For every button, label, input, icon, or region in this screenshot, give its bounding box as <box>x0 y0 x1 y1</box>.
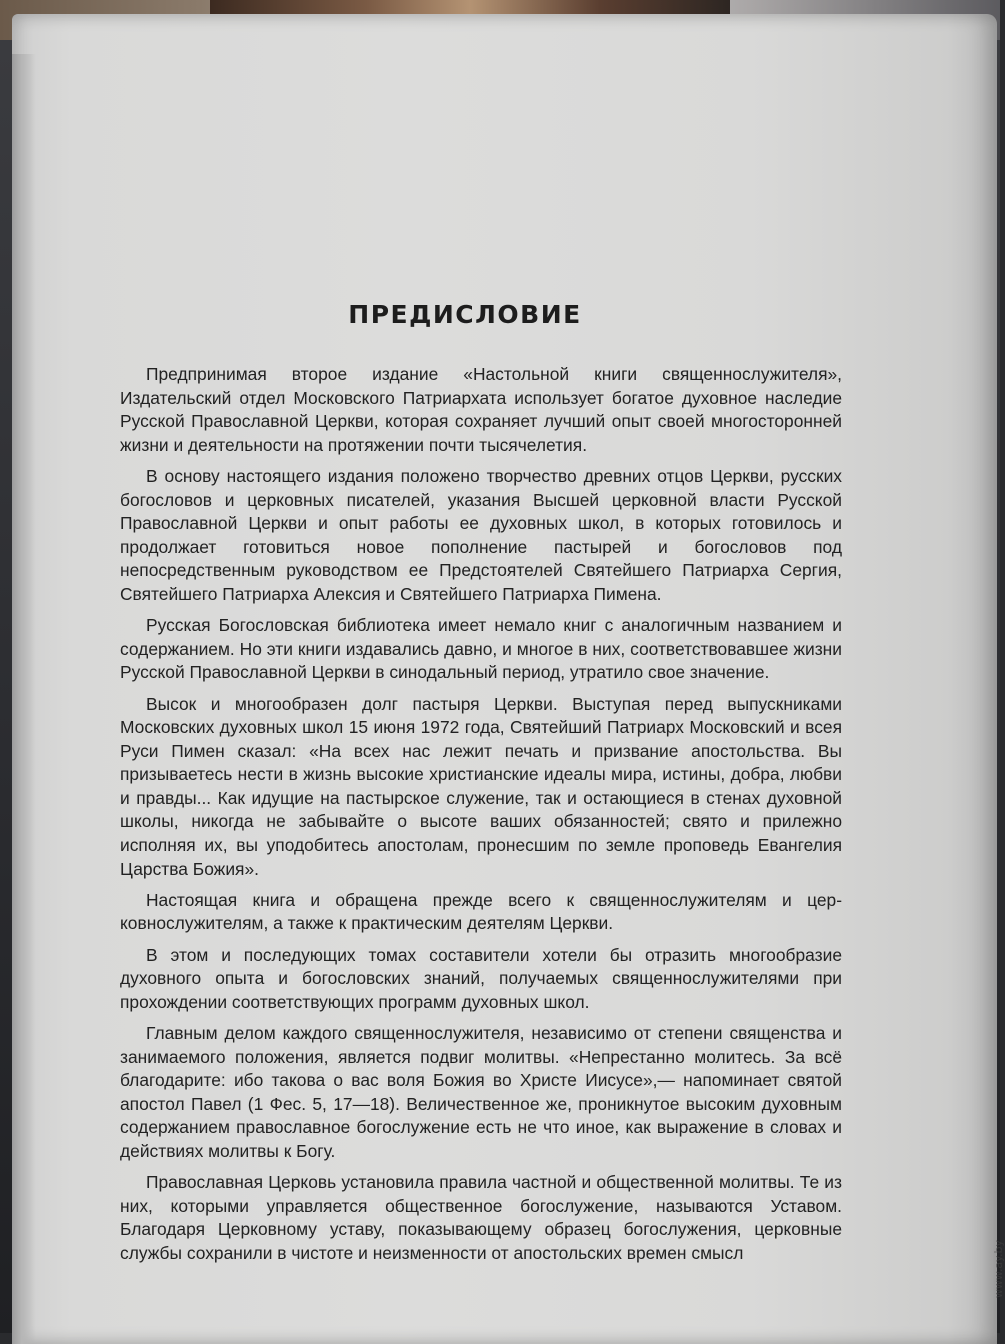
page-title: ПРЕДИСЛОВИЕ <box>348 300 582 329</box>
paragraph-8: Православная Церковь установила правила частной и общественной молитвы. Те из них, которыми управляется общественное богослужение, называются Уставом. Благодаря Церковному уставу, показывающему образец богослужения, церковные службы сохранили в чистоте и неизменности от апостольских времен смысл <box>120 1172 842 1263</box>
page-body <box>120 363 842 1273</box>
site-watermark: www.ay.by <box>992 1240 1005 1299</box>
paragraph-1: Предпринимая второе издание «Настольной книги священнослужителя», Издательский отдел Московского Патриархата использует богатое духовное наследие Русской Православной Церкви, которая сохраняет лучший опыт своей многосторонней жизни и деятельности на протяжении почти тысячелетия. <box>120 364 842 455</box>
paragraph-3: Русская Богословская библиотека имеет немало книг с аналогичным названием и содержанием. Но эти книги издавались давно, и многое в них, соответствовавшее жизни Русской Православной Церкви в синодальный период, утратило свое значение. <box>120 615 842 683</box>
paragraph-2: В основу настоящего издания положено творчество древних отцов Церкви, русских богословов и церковных писателей, указания Высшей церковной власти Русской Православной Церкви и опыт работы ее духовных школ, в которых готовилось и продолжает готовиться новое пополнение пастырей и богословов под непосредственным руководством ее Предстоятелей Святейшего Патриарха Сергия, Святейшего Патриарха Алексия и Святейшего Патриарха Пимена. <box>120 465 842 604</box>
paragraph-5: Настоящая книга и обращена прежде всего к священнослужителям и церковнослужителям, а также к практическим деятелям Церкви. <box>120 889 842 934</box>
page-edge-shadow <box>12 54 36 1344</box>
paragraph-4: Высок и многообразен долг пастыря Церкви. Выступая перед выпускниками Московских духовных школ 15 июня 1972 года, Святейший Патриарх Московский и всея Руси Пимен сказал: «На всех нас лежит печать и призвание апостольства. Вы призываетесь нести в жизнь высокие христианские идеалы мира, истины, добра, любви и правды... Как идущие на пастырское служение, так и остающиеся в стенах духовной школы, никогда не забывайте о высоте ваших обязанностей; свято и прилежно исполняя их, вы уподобитесь апостолам, пронесшим по земле проповедь Евангелия Царства Божия». <box>120 693 842 879</box>
paragraph-6: В этом и последующих томах составители хотели бы отразить многообразие духовного опыта и богословских знаний, получаемых священнослужителями при прохождении соответствующих программ духовных школ. <box>120 944 842 1012</box>
paragraph-7: Главным делом каждого священнослужителя, независимо от степени священства и занимаемого положения, является подвиг молитвы. «Непрестанно молитесь. За всё благодарите: ибо такова о вас воля Божия во Христе Иисусе»,— напоминает святой апостол Павел (1 Фес. 5, 17—18). Величественное же, проникнутое высоким духовным содержанием православное богослужение есть не что иное, как выражение в словах и действиях молитвы к Богу. <box>120 1023 842 1161</box>
